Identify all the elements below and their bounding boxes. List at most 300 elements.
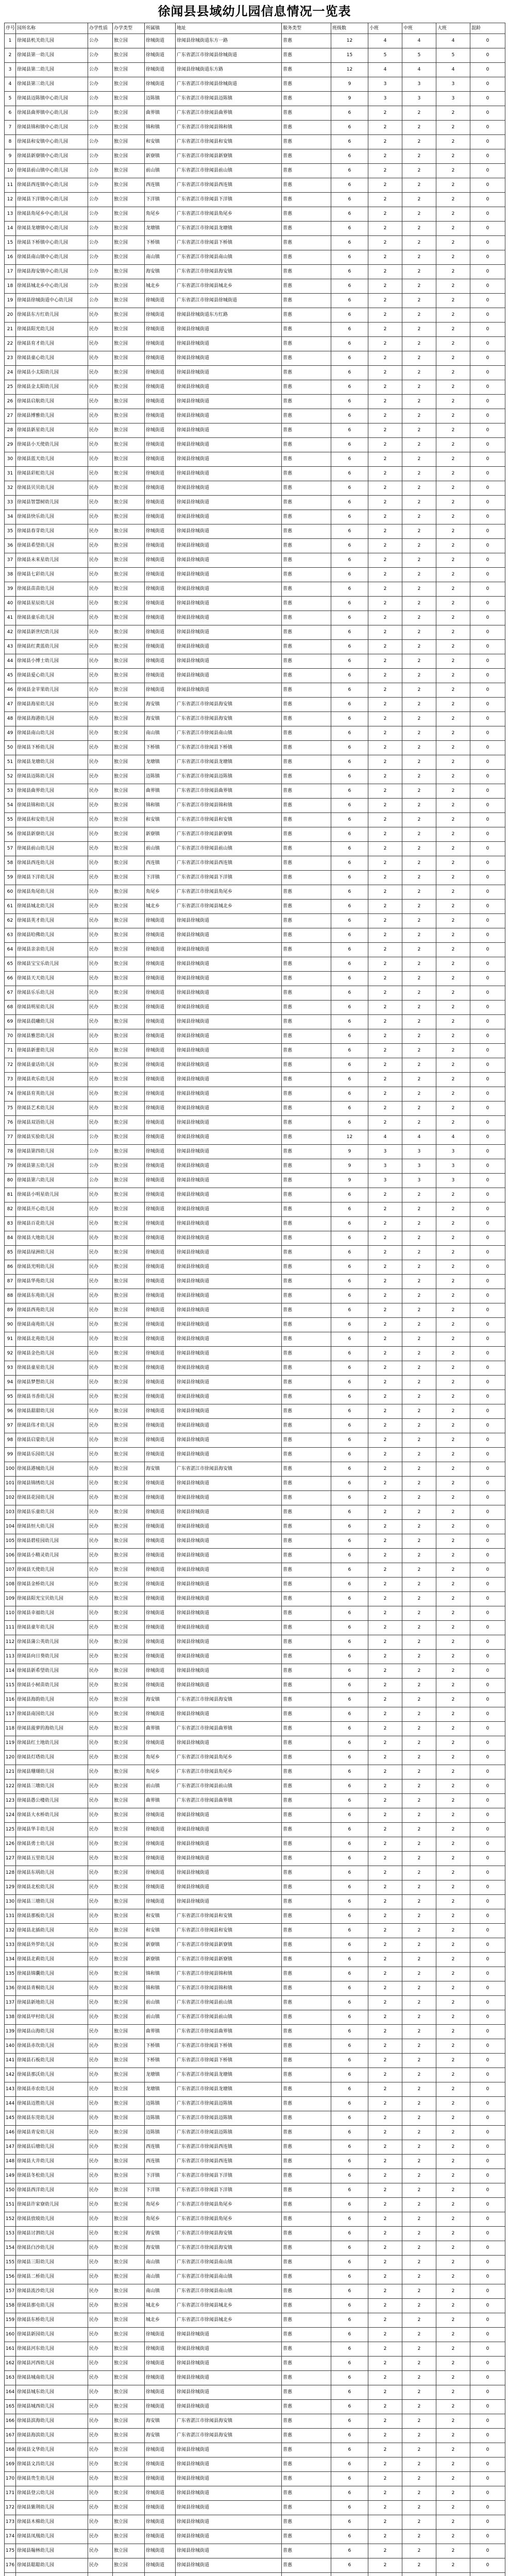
- address: 徐闻县徐城街道: [176, 1188, 282, 1202]
- address: 徐闻县徐城街道: [176, 481, 282, 496]
- address: 广东省湛江市徐闻县南山镇: [176, 2270, 282, 2284]
- table-row: [5, 1967, 505, 1981]
- row-index: 89: [5, 1303, 16, 1318]
- mixed-class-count: 0: [470, 524, 505, 539]
- mixed-class-count: 0: [470, 2357, 505, 2371]
- kindergarten-name: 徐闻县锦和幼儿园: [16, 799, 88, 813]
- small-class-count: 2: [368, 351, 402, 366]
- address: 徐闻县徐城街道: [176, 928, 282, 943]
- service-type: 普惠: [282, 2501, 331, 2515]
- service-type: 普惠: [282, 1361, 331, 1376]
- address: 徐闻县徐城街道: [176, 1087, 282, 1101]
- middle-class-count: 2: [402, 1635, 436, 1650]
- service-type: 普惠: [282, 856, 331, 871]
- kindergarten-name: 徐闻县下桥幼儿园: [16, 741, 88, 755]
- address: 广东省湛江市徐闻县下洋镇: [176, 193, 282, 207]
- service-type: 普惠: [282, 2400, 331, 2414]
- kindergarten-name: 徐闻县北插幼儿园: [16, 1924, 88, 1938]
- large-class-count: 2: [436, 1578, 470, 1592]
- row-index: 2: [5, 48, 16, 63]
- table-row: [5, 1448, 505, 1462]
- service-type: 普惠: [282, 1866, 331, 1880]
- class-count: 6: [331, 1058, 368, 1073]
- school-kind: 独立园: [113, 2530, 145, 2544]
- row-index: 63: [5, 928, 16, 943]
- school-kind: 独立园: [113, 438, 145, 452]
- class-count: 6: [331, 2558, 368, 2573]
- service-type: 普惠: [282, 2241, 331, 2256]
- mixed-class-count: 0: [470, 2385, 505, 2400]
- mixed-class-count: 0: [470, 2140, 505, 2155]
- service-type: 普惠: [282, 842, 331, 856]
- kindergarten-name: 徐闻县新希望幼儿园: [16, 1664, 88, 1679]
- service-type: 普惠: [282, 2227, 331, 2241]
- school-nature: 民办: [88, 1433, 113, 1448]
- address: 徐闻县徐城街道: [176, 1275, 282, 1289]
- school-kind: 独立园: [113, 1852, 145, 1866]
- class-count: 6: [331, 337, 368, 351]
- school-nature: 民办: [88, 510, 113, 524]
- row-index: 86: [5, 1260, 16, 1275]
- mixed-class-count: 0: [470, 2198, 505, 2212]
- table-row: [5, 2212, 505, 2227]
- mixed-class-count: 0: [470, 1505, 505, 1520]
- row-index: 33: [5, 496, 16, 510]
- large-class-count: 2: [436, 813, 470, 827]
- large-class-count: 2: [436, 2486, 470, 2501]
- large-class-count: 2: [436, 1924, 470, 1938]
- mixed-class-count: 0: [470, 972, 505, 986]
- kindergarten-name: 徐闻县城东幼儿园: [16, 2385, 88, 2400]
- large-class-count: 2: [436, 1419, 470, 1433]
- school-nature: 民办: [88, 2183, 113, 2198]
- class-count: 6: [331, 1981, 368, 1996]
- large-class-count: 2: [436, 1794, 470, 1808]
- small-class-count: 2: [368, 2270, 402, 2284]
- small-class-count: 2: [368, 308, 402, 323]
- kindergarten-name: 徐闻县童年幼儿园: [16, 1621, 88, 1635]
- row-index: 142: [5, 2068, 16, 2082]
- table-row: [5, 193, 505, 207]
- table-row: [5, 1433, 505, 1448]
- address: 徐闻县徐城街道: [176, 467, 282, 481]
- school-nature: 民办: [88, 2241, 113, 2256]
- mixed-class-count: 0: [470, 625, 505, 640]
- middle-class-count: 2: [402, 2342, 436, 2357]
- small-class-count: 2: [368, 2097, 402, 2111]
- large-class-count: 2: [436, 741, 470, 755]
- school-kind: 独立园: [113, 640, 145, 654]
- school-nature: 民办: [88, 1347, 113, 1361]
- class-count: 6: [331, 669, 368, 683]
- school-kind: 独立园: [113, 77, 145, 92]
- class-count: 6: [331, 2126, 368, 2140]
- small-class-count: 2: [368, 2241, 402, 2256]
- middle-class-count: 2: [402, 2097, 436, 2111]
- kindergarten-name: 徐闻县亲亲幼儿园: [16, 943, 88, 957]
- kindergarten-name: 徐闻县爱心幼儿园: [16, 669, 88, 683]
- service-type: 普惠: [282, 1852, 331, 1866]
- class-count: 6: [331, 1852, 368, 1866]
- row-index: 78: [5, 1145, 16, 1159]
- address: 广东省湛江市徐闻县海安镇: [176, 1693, 282, 1707]
- large-class-count: 2: [436, 1491, 470, 1505]
- school-kind: 独立园: [113, 193, 145, 207]
- service-type: 普惠: [282, 928, 331, 943]
- service-type: 普惠: [282, 1953, 331, 1967]
- table-row: [5, 1462, 505, 1477]
- school-kind: 独立园: [113, 2025, 145, 2039]
- mixed-class-count: 0: [470, 1347, 505, 1361]
- small-class-count: 2: [368, 2429, 402, 2443]
- address: 广东省湛江市徐闻县角尾乡: [176, 885, 282, 900]
- row-index: 64: [5, 943, 16, 957]
- school-kind: 独立园: [113, 1390, 145, 1404]
- middle-class-count: 2: [402, 481, 436, 496]
- mixed-class-count: 0: [470, 337, 505, 351]
- service-type: 普惠: [282, 712, 331, 726]
- large-class-count: 2: [436, 294, 470, 308]
- small-class-count: 2: [368, 1967, 402, 1981]
- address: 徐闻县徐城街道: [176, 1001, 282, 1015]
- small-class-count: 2: [368, 1433, 402, 1448]
- kindergarten-name: 徐闻县宝宝乐幼儿园: [16, 957, 88, 972]
- large-class-count: 2: [436, 1693, 470, 1707]
- address: 徐闻县徐城街道: [176, 1852, 282, 1866]
- large-class-count: 2: [436, 2429, 470, 2443]
- school-nature: 民办: [88, 2054, 113, 2068]
- mixed-class-count: 0: [470, 2256, 505, 2270]
- address: 徐闻县徐城街道: [176, 1404, 282, 1419]
- row-index: 17: [5, 265, 16, 279]
- school-kind: 独立园: [113, 943, 145, 957]
- kindergarten-name: 徐闻县育才幼儿园: [16, 337, 88, 351]
- school-nature: 民办: [88, 1852, 113, 1866]
- middle-class-count: 2: [402, 1361, 436, 1376]
- large-class-count: 2: [436, 1852, 470, 1866]
- service-type: 普惠: [282, 2111, 331, 2126]
- table-row: [5, 510, 505, 524]
- large-class-count: 2: [436, 1895, 470, 1909]
- school-kind: 独立园: [113, 2082, 145, 2097]
- table-row: [5, 178, 505, 193]
- class-count: 6: [331, 2400, 368, 2414]
- middle-class-count: 2: [402, 1260, 436, 1275]
- small-class-count: 2: [368, 1376, 402, 1390]
- large-class-count: 2: [436, 1967, 470, 1981]
- middle-class-count: 2: [402, 1621, 436, 1635]
- small-class-count: 2: [368, 1852, 402, 1866]
- mixed-class-count: 0: [470, 135, 505, 149]
- kindergarten-name: 徐闻县滨海幼儿园: [16, 2414, 88, 2429]
- large-class-count: 2: [436, 265, 470, 279]
- kindergarten-name: 徐闻县乐乐幼儿园: [16, 986, 88, 1001]
- mixed-class-count: 0: [470, 366, 505, 380]
- middle-class-count: 2: [402, 1462, 436, 1477]
- row-index: 91: [5, 1332, 16, 1347]
- town-name: 徐城街道: [145, 597, 176, 611]
- school-nature: 民办: [88, 1880, 113, 1895]
- school-nature: 民办: [88, 380, 113, 395]
- table-row: [5, 323, 505, 337]
- address: 广东省湛江市徐闻县南山镇: [176, 726, 282, 741]
- row-index: 46: [5, 683, 16, 698]
- small-class-count: 2: [368, 2212, 402, 2227]
- school-nature: 民办: [88, 1765, 113, 1780]
- small-class-count: 2: [368, 1866, 402, 1880]
- address: 徐闻县徐城街道: [176, 423, 282, 438]
- row-index: 151: [5, 2198, 16, 2212]
- kindergarten-name: 徐闻县东莞幼儿园: [16, 2111, 88, 2126]
- school-kind: 独立园: [113, 423, 145, 438]
- class-count: 6: [331, 2342, 368, 2357]
- school-nature: 公办: [88, 250, 113, 265]
- town-name: 南山镇: [145, 250, 176, 265]
- table-row: [5, 1130, 505, 1145]
- service-type: 普惠: [282, 1376, 331, 1390]
- middle-class-count: 2: [402, 1101, 436, 1116]
- class-count: 6: [331, 106, 368, 121]
- school-nature: 民办: [88, 452, 113, 467]
- small-class-count: 2: [368, 2558, 402, 2573]
- large-class-count: 2: [436, 1823, 470, 1837]
- header-name: 园所名称: [16, 23, 88, 34]
- school-nature: 民办: [88, 2155, 113, 2169]
- class-count: 12: [331, 1130, 368, 1145]
- school-kind: 独立园: [113, 2284, 145, 2299]
- address: 广东省湛江市徐闻县曲界镇: [176, 106, 282, 121]
- small-class-count: 2: [368, 2515, 402, 2530]
- middle-class-count: 2: [402, 827, 436, 842]
- middle-class-count: 2: [402, 380, 436, 395]
- small-class-count: 2: [368, 2126, 402, 2140]
- class-count: 6: [331, 900, 368, 914]
- middle-class-count: 2: [402, 178, 436, 193]
- kindergarten-name: 徐闻县新星幼儿园: [16, 423, 88, 438]
- middle-class-count: 2: [402, 1448, 436, 1462]
- town-name: 徐城街道: [145, 1159, 176, 1174]
- row-index: 126: [5, 1837, 16, 1852]
- class-count: 6: [331, 1823, 368, 1837]
- small-class-count: 2: [368, 236, 402, 250]
- table-row: [5, 1116, 505, 1130]
- header-town: 所属镇: [145, 23, 176, 34]
- address: 广东省湛江市徐闻县锦和镇: [176, 1981, 282, 1996]
- town-name: 徐城街道: [145, 524, 176, 539]
- mixed-class-count: 0: [470, 1015, 505, 1029]
- school-kind: 独立园: [113, 164, 145, 178]
- mixed-class-count: 0: [470, 1765, 505, 1780]
- middle-class-count: 2: [402, 366, 436, 380]
- school-nature: 民办: [88, 524, 113, 539]
- large-class-count: 2: [436, 2299, 470, 2313]
- table-row: [5, 2054, 505, 2068]
- town-name: 徐城街道: [145, 1217, 176, 1231]
- mixed-class-count: 0: [470, 2270, 505, 2284]
- service-type: 普惠: [282, 409, 331, 423]
- row-index: 112: [5, 1635, 16, 1650]
- class-count: 6: [331, 1895, 368, 1909]
- table-row: [5, 222, 505, 236]
- mixed-class-count: 0: [470, 1621, 505, 1635]
- school-nature: 民办: [88, 1275, 113, 1289]
- mixed-class-count: 0: [470, 986, 505, 1001]
- small-class-count: 2: [368, 928, 402, 943]
- kindergarten-name: 徐闻县乐童幼儿园: [16, 1505, 88, 1520]
- school-kind: 独立园: [113, 2227, 145, 2241]
- row-index: 90: [5, 1318, 16, 1332]
- address: 徐闻县徐城街道: [176, 452, 282, 467]
- service-type: 普惠: [282, 1275, 331, 1289]
- service-type: 普惠: [282, 1780, 331, 1794]
- address: 徐闻县徐城街道东方路: [176, 63, 282, 77]
- small-class-count: 2: [368, 1404, 402, 1419]
- town-name: 徐城街道: [145, 539, 176, 553]
- small-class-count: 2: [368, 438, 402, 452]
- service-type: 普惠: [282, 92, 331, 106]
- school-nature: 民办: [88, 683, 113, 698]
- service-type: 普惠: [282, 1679, 331, 1693]
- address: 广东省湛江市徐闻县迈陈镇: [176, 2097, 282, 2111]
- class-count: 6: [331, 741, 368, 755]
- small-class-count: 2: [368, 207, 402, 222]
- town-name: 徐城街道: [145, 2371, 176, 2385]
- header-nature: 办学性质: [88, 23, 113, 34]
- kindergarten-name: 徐闻县星辰幼儿园: [16, 597, 88, 611]
- school-kind: 独立园: [113, 784, 145, 799]
- large-class-count: 2: [436, 1462, 470, 1477]
- address: 广东省湛江市徐闻县海安镇: [176, 712, 282, 726]
- address: 徐闻县徐城街道: [176, 1823, 282, 1837]
- row-index: 32: [5, 481, 16, 496]
- address: 广东省湛江市徐闻县龙塘镇: [176, 2068, 282, 2082]
- school-nature: 民办: [88, 2097, 113, 2111]
- class-count: 6: [331, 712, 368, 726]
- mixed-class-count: 0: [470, 1361, 505, 1376]
- service-type: 普惠: [282, 2313, 331, 2328]
- large-class-count: 2: [436, 2198, 470, 2212]
- service-type: 普惠: [282, 323, 331, 337]
- middle-class-count: 2: [402, 1967, 436, 1981]
- class-count: 6: [331, 2313, 368, 2328]
- class-count: 6: [331, 1722, 368, 1736]
- school-nature: 公办: [88, 178, 113, 193]
- school-kind: 独立园: [113, 2198, 145, 2212]
- middle-class-count: 2: [402, 1650, 436, 1664]
- row-index: 88: [5, 1289, 16, 1303]
- class-count: 6: [331, 2068, 368, 2082]
- class-count: 6: [331, 2198, 368, 2212]
- small-class-count: 2: [368, 337, 402, 351]
- school-nature: 民办: [88, 914, 113, 928]
- service-type: 普惠: [282, 452, 331, 467]
- class-count: 6: [331, 1592, 368, 1606]
- row-index: 38: [5, 568, 16, 582]
- service-type: 普惠: [282, 2371, 331, 2385]
- school-nature: 民办: [88, 2256, 113, 2270]
- middle-class-count: 2: [402, 2212, 436, 2227]
- school-kind: 独立园: [113, 1823, 145, 1837]
- middle-class-count: 2: [402, 2010, 436, 2025]
- kindergarten-name: 徐闻县三阳幼儿园: [16, 2256, 88, 2270]
- row-index: 35: [5, 524, 16, 539]
- large-class-count: 2: [436, 2558, 470, 2573]
- service-type: 普惠: [282, 2183, 331, 2198]
- mixed-class-count: 0: [470, 2515, 505, 2530]
- large-class-count: 2: [436, 2126, 470, 2140]
- kindergarten-name: 徐闻县前山镇中心幼儿园: [16, 164, 88, 178]
- middle-class-count: 2: [402, 1202, 436, 1217]
- school-kind: 独立园: [113, 207, 145, 222]
- service-type: 普惠: [282, 524, 331, 539]
- school-nature: 民办: [88, 827, 113, 842]
- large-class-count: 2: [436, 1938, 470, 1953]
- address: 广东省湛江市徐闻县新寮镇: [176, 827, 282, 842]
- town-name: 徐城街道: [145, 1808, 176, 1823]
- town-name: 西连镇: [145, 2155, 176, 2169]
- address: 徐闻县徐城街道: [176, 2558, 282, 2573]
- table-row: [5, 1404, 505, 1419]
- table-row: [5, 1996, 505, 2010]
- table-row: [5, 553, 505, 568]
- class-count: 6: [331, 222, 368, 236]
- kindergarten-name: 徐闻县伟才幼儿园: [16, 1419, 88, 1433]
- mixed-class-count: 0: [470, 452, 505, 467]
- large-class-count: 2: [436, 481, 470, 496]
- town-name: 徐城街道: [145, 481, 176, 496]
- kindergarten-name: 徐闻县放坡幼儿园: [16, 2212, 88, 2227]
- mixed-class-count: 0: [470, 467, 505, 481]
- school-nature: 民办: [88, 1707, 113, 1722]
- mixed-class-count: 0: [470, 1217, 505, 1231]
- small-class-count: 2: [368, 2082, 402, 2097]
- address: 徐闻县徐城街道: [176, 568, 282, 582]
- address: 徐闻县徐城街道: [176, 972, 282, 986]
- table-row: [5, 1751, 505, 1765]
- kindergarten-name: 徐闻县紫荆幼儿园: [16, 2501, 88, 2515]
- town-name: 下洋镇: [145, 871, 176, 885]
- small-class-count: 2: [368, 1534, 402, 1549]
- row-index: 109: [5, 1592, 16, 1606]
- mixed-class-count: 0: [470, 1808, 505, 1823]
- row-index: 172: [5, 2501, 16, 2515]
- school-nature: 公办: [88, 63, 113, 77]
- mixed-class-count: 0: [470, 1058, 505, 1073]
- kindergarten-name: 徐闻县大井幼儿园: [16, 2155, 88, 2169]
- mixed-class-count: 0: [470, 395, 505, 409]
- table-row: [5, 871, 505, 885]
- class-count: 6: [331, 755, 368, 770]
- service-type: 普惠: [282, 568, 331, 582]
- school-kind: 独立园: [113, 48, 145, 63]
- school-nature: 民办: [88, 2328, 113, 2342]
- address: 徐闻县徐城街道: [176, 524, 282, 539]
- kindergarten-name: 徐闻县凤凰幼儿园: [16, 2530, 88, 2544]
- service-type: 普惠: [282, 308, 331, 323]
- class-count: 6: [331, 423, 368, 438]
- mixed-class-count: 0: [470, 726, 505, 741]
- school-kind: 独立园: [113, 135, 145, 149]
- school-kind: 独立园: [113, 1058, 145, 1073]
- large-class-count: 2: [436, 972, 470, 986]
- class-count: 6: [331, 1794, 368, 1808]
- service-type: 普惠: [282, 827, 331, 842]
- school-kind: 独立园: [113, 1462, 145, 1477]
- address: 徐闻县徐城街道: [176, 1664, 282, 1679]
- school-nature: 民办: [88, 395, 113, 409]
- small-class-count: 2: [368, 1909, 402, 1924]
- small-class-count: 2: [368, 741, 402, 755]
